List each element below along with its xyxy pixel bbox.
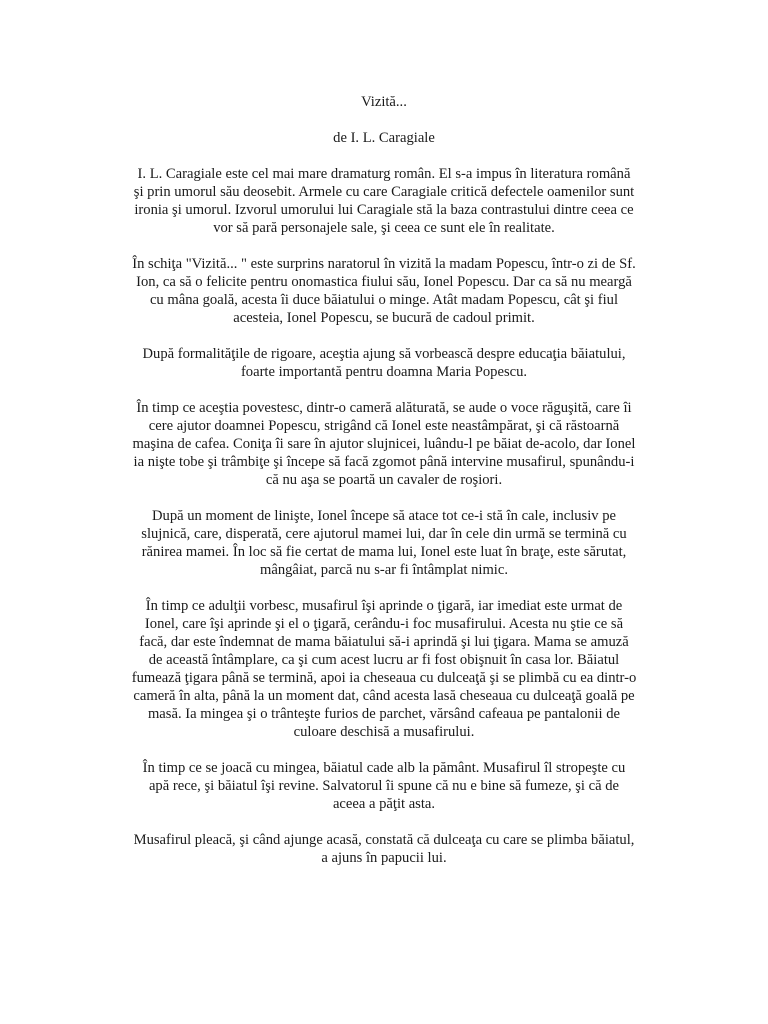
- paragraph-line: a ajuns în papucii lui.: [321, 850, 447, 866]
- paragraph-line: şi prin umorul său deosebit. Armele cu care Caragiale critică defectele oamenilor sunt: [133, 184, 635, 200]
- paragraph-line: ironia şi umorul. Izvorul umorului lui Caragiale stă la baza contrastului dintre ceea ce: [134, 202, 634, 218]
- paragraph-line: maşina de cafea. Coniţa îi sare în ajutor slujnicei, luându-l pe băiat de-acolo, dar Ionel: [132, 436, 636, 452]
- paragraph-line: Musafirul pleacă, şi când ajunge acasă, constată că dulceaţa cu care se plimba băiatul,: [133, 832, 635, 848]
- paragraph-line: acesteia, Ionel Popescu, se bucură de cadoul primit.: [233, 310, 535, 326]
- paragraph-line: culoare deschisă a musafirului.: [293, 724, 475, 740]
- paragraph-line: facă, dar este îndemnat de mama băiatului să-i aprindă şi lui ţigara. Mama se amuză: [139, 634, 629, 650]
- paragraph-line: apă rece, şi băiatul îşi revine. Salvatorul îi spune că nu e bine să fumeze, şi că de: [148, 778, 620, 794]
- paragraph-line: slujnică, care, disperată, cere ajutorul mamei lui, dar în cele din urmă se termină cu: [141, 526, 627, 542]
- document-body: [104, 165, 664, 867]
- paragraph: [104, 759, 664, 813]
- paragraph: [104, 165, 664, 237]
- paragraph-line: de această întâmplare, ca şi cum acest lucru ar fi fost obişnuit în casa lor. Băiatul: [148, 652, 620, 668]
- paragraph-line: ia nişte tobe şi trâmbiţe şi începe să facă zgomot până intervine musafirul, spunându-i: [133, 454, 635, 470]
- paragraph-line: rănirea mamei. În loc să fie certat de mama lui, Ionel este luat în braţe, este sărutat,: [141, 544, 627, 560]
- paragraph-line: masă. Ia mingea şi o trânteşte furios de parchet, vărsând cafeaua pe pantalonii de: [147, 706, 621, 722]
- paragraph-line: I. L. Caragiale este cel mai mare dramaturg român. El s-a impus în literatura română: [137, 166, 631, 182]
- paragraph-line: că nu aşa se poartă un cavaler de roşiori.: [265, 472, 503, 488]
- paragraph-line: În schiţa "Vizită... " este surprins naratorul în vizită la madam Popescu, într-o zi de Sf.: [132, 256, 636, 272]
- paragraph-line: În timp ce aceştia povestesc, dintr-o cameră alăturată, se aude o voce răguşită, care îi: [136, 400, 632, 416]
- paragraph: [104, 255, 664, 327]
- document-page: [104, 93, 664, 885]
- document-title: Vizită...: [361, 94, 407, 110]
- paragraph: [104, 831, 664, 867]
- paragraph-line: cu mâna goală, acesta îi duce băiatului o minge. Atât madam Popescu, cât şi fiul: [149, 292, 619, 308]
- paragraph-line: După formalităţile de rigoare, aceştia ajung să vorbească despre educaţia băiatului,: [142, 346, 626, 362]
- paragraph-line: În timp ce se joacă cu mingea, băiatul cade alb la pământ. Musafirul îl stropeşte cu: [142, 760, 626, 776]
- paragraph-line: aceea a păţit asta.: [332, 796, 436, 812]
- paragraph: [104, 345, 664, 381]
- paragraph: [104, 507, 664, 579]
- paragraph: [104, 399, 664, 489]
- paragraph-line: foarte importantă pentru doamna Maria Popescu.: [240, 364, 528, 380]
- paragraph-line: În timp ce adulţii vorbesc, musafirul îşi aprinde o ţigară, iar imediat este urmat de: [145, 598, 623, 614]
- paragraph-line: fumează ţigara până se termină, apoi ia cheseaua cu dulceaţă şi se plimbă cu ea dintr-o: [131, 670, 637, 686]
- paragraph-line: cere ajutor doamnei Popescu, strigând că Ionel este neastâmpărat, şi că răstoarnă: [148, 418, 620, 434]
- document-author: de I. L. Caragiale: [333, 130, 435, 146]
- paragraph-line: mângâiat, parcă nu s-ar fi întâmplat nimic.: [259, 562, 508, 578]
- paragraph-line: vor să pară personajele sale, şi ceea ce sunt ele în realitate.: [213, 220, 555, 236]
- paragraph-line: Ionel, care îşi aprinde şi el o ţigară, cerându-i foc musafirului. Acesta nu ştie ce să: [144, 616, 624, 632]
- paragraph-line: Ion, ca să o felicite pentru onomastica fiului său, Ionel Popescu. Dar ca să nu meargă: [136, 274, 632, 290]
- paragraph: [104, 597, 664, 741]
- paragraph-line: cameră în alta, până la un moment dat, când acesta lasă cheseaua cu dulceaţă goală pe: [133, 688, 635, 704]
- paragraph-line: După un moment de linişte, Ionel începe să atace tot ce-i stă în cale, inclusiv pe: [152, 508, 616, 524]
